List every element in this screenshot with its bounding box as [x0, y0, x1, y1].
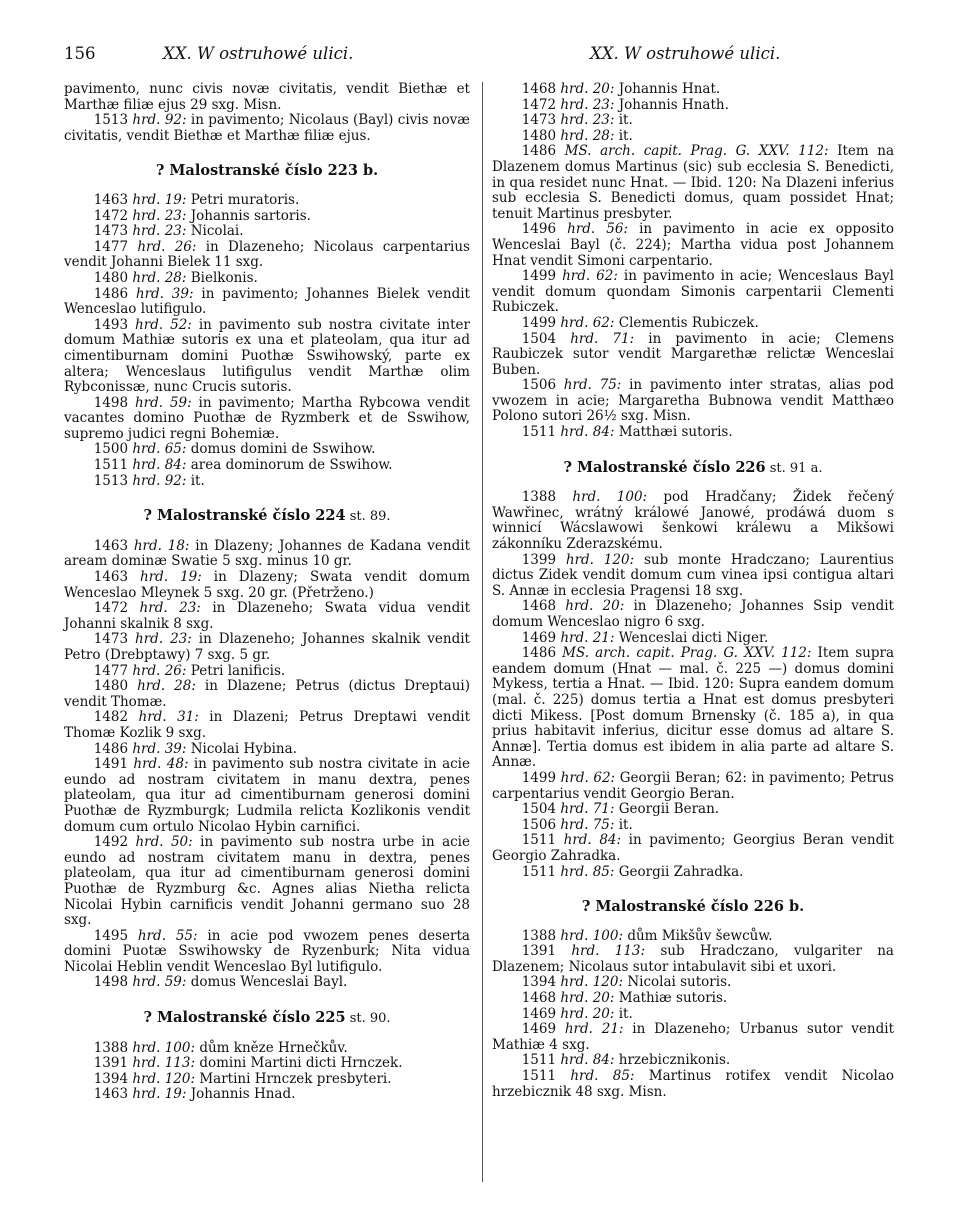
entry-source-ref: hrd. 120: — [565, 551, 635, 568]
record-entry — [492, 975, 894, 991]
entry-text: Matthæi sutoris. — [614, 424, 733, 441]
entry-year: 1511 — [521, 424, 561, 441]
section-heading — [492, 460, 894, 477]
entry-text: in acie pod vwozem penes deserta domini Puotæ Sswihowsky de Ryzenburk; Nita vidua Nicolai Heblin vendit Wenceslao Byl lutifigulo. — [64, 927, 470, 975]
entry-text: it. — [186, 472, 205, 489]
entry-text: in pavimento; Georgius Beran vendit Georgio Zahradka. — [492, 832, 894, 864]
entry-text: domus Wenceslai Bayl. — [186, 974, 348, 991]
entry-year: 1504 — [521, 330, 571, 347]
entry-text: in pavimento; Martha Rybcowa vendit vacantes domino Puothæ de Ryzmberk et de Sswihow, supremo judici regni Bohemiæ. — [64, 394, 470, 442]
record-entry — [492, 1022, 894, 1053]
entry-source-ref: hrd. 71: — [570, 330, 635, 347]
record-entry — [64, 209, 470, 225]
entry-year: 1513 — [93, 112, 133, 129]
section-heading — [64, 508, 470, 525]
entry-year: 1498 — [93, 394, 135, 411]
record-entry — [64, 664, 470, 680]
entry-text: Bielkonis. — [186, 269, 258, 286]
entry-source-ref: hrd. 20: — [560, 990, 615, 1007]
entry-text: it. — [614, 127, 633, 144]
entry-text: in Dlazeni; Petrus Dreptawi vendit Thomæ Kozlik 9 sxg. — [64, 709, 470, 741]
entry-source-ref: hrd. 100: — [560, 927, 624, 944]
record-entry — [492, 631, 894, 647]
record-entry — [64, 835, 470, 929]
entry-text: in pavimento sub nostra civitate inter domum Mathiæ sutoris ex una et plateolam, qua itur ad cimentiburnam domini Puothæ Sswihowský, parte ex altera; Wenceslaus lutifigulus vendit Marthæ olim Rybconissæ, nunc Crucis sutoris. — [64, 316, 470, 396]
entry-year: 1486 — [93, 740, 133, 757]
record-entry — [64, 396, 470, 443]
entry-text: dům kněze Hrnečkův. — [195, 1039, 348, 1056]
entry-text: Martini Hrnczek presbyteri. — [195, 1070, 392, 1087]
record-entry — [492, 1053, 894, 1069]
record-entry — [64, 1041, 470, 1057]
entry-source-ref: hrd. 120: — [132, 1070, 196, 1087]
entry-text: in Dlazeneho; Nicolaus carpentarius vendit Johanni Bielek 11 sxg. — [64, 238, 470, 271]
record-entry — [64, 1056, 470, 1072]
entry-text: it. — [614, 1005, 633, 1022]
record-entry — [492, 802, 894, 818]
record-entry — [492, 144, 894, 222]
record-entry — [64, 757, 470, 835]
entry-source-ref: hrd. 84: — [132, 457, 187, 474]
record-entry — [492, 833, 894, 864]
record-entry — [492, 269, 894, 316]
entry-source-ref: hrd. 85: — [570, 1068, 635, 1085]
entry-year: 1495 — [93, 927, 138, 944]
record-entry — [64, 710, 470, 741]
record-entry — [492, 991, 894, 1007]
entry-text: Item na Dlazenem domus Martinus (sic) sub ecclesia S. Benedicti, in qua residet nunc Hnat. — Ibid. 120: Na Dlazeni inferius sub ecclesia S. Benedicti domus, quam possidet Hnat; tenuit Martinus presbyter. — [492, 143, 895, 222]
record-entry — [64, 539, 470, 570]
entry-text: in Dlazeny; Johannes de Kadana vendit aream dominæ Swatie 5 sxg. minus 10 gr. — [64, 537, 470, 570]
entry-year: 1463 — [93, 191, 133, 208]
section-heading — [64, 1010, 470, 1027]
record-entry — [64, 742, 470, 758]
entry-source-ref: hrd. 62: — [560, 769, 616, 786]
entry-text: in pavimento sub nostra urbe in acie eundo ad nostram civitatem manu in dextra, penes plateolam, qua itur ad cimentiburnam generosi domini Puothæ de Ryzmburg &c. Agnes alias Nietha relicta Nicolai Hybin carnificis vendit Johanni germano suo 28 sxg. — [64, 834, 470, 929]
entry-year: 1463 — [93, 1086, 133, 1103]
record-entry — [64, 601, 470, 632]
entry-year: 1469 — [521, 629, 561, 646]
entry-year: 1486 — [521, 645, 563, 662]
record-entry — [64, 458, 470, 474]
entry-source-ref: hrd. 92: — [132, 112, 187, 129]
entry-text: Nicolai Hybina. — [186, 740, 297, 757]
entry-year: 1486 — [93, 285, 136, 302]
record-entry — [64, 224, 470, 240]
entry-year: 1399 — [521, 551, 566, 568]
record-entry — [492, 771, 894, 802]
entry-year: 1491 — [93, 756, 134, 773]
entry-source-ref: hrd. 21: — [560, 629, 615, 646]
record-entry — [492, 82, 894, 98]
entry-year: 1499 — [521, 268, 563, 285]
entry-source-ref: hrd. 85: — [560, 863, 615, 880]
entry-source-ref: MS. arch. capit. Prag. G. XXV. 112: — [562, 645, 812, 662]
entry-source-ref: hrd. 100: — [132, 1039, 196, 1056]
record-entry — [492, 98, 894, 114]
entry-text: sub Hradczano, vulgariter na Dlazenem; Nicolaus sutor intabulavit sibi et uxori. — [492, 943, 894, 975]
entry-text: in pavimento; Johannes Bielek vendit Wenceslao lutifigulo. — [64, 285, 470, 318]
entry-source-ref: hrd. 48: — [133, 756, 189, 773]
entry-year: 1394 — [93, 1070, 133, 1087]
entry-text: in Dlazene; Petrus (dictus Dreptaui) vendit Thomæ. — [64, 678, 470, 710]
section-heading-text: ? Malostranské číslo 223 b. — [155, 162, 379, 180]
entry-source-ref: hrd. 20: — [560, 1005, 615, 1022]
entry-text: Georgii Zahradka. — [614, 863, 744, 880]
entry-source-ref: hrd. 19: — [140, 569, 202, 586]
entry-year: 1463 — [93, 569, 141, 586]
entry-year: 1511 — [521, 863, 561, 880]
entry-text: domus domini de Sswihow. — [186, 441, 376, 458]
entry-year: 1468 — [521, 81, 561, 97]
section-heading-text: ? Malostranské číslo 226 b. — [581, 898, 805, 916]
entry-text: in Dlazeneho; Johannes skalnik vendit Petro (Drebptawy) 7 sxg. 5 gr. — [64, 631, 470, 663]
entry-year: 1473 — [93, 631, 136, 648]
entry-source-ref: hrd. 62: — [560, 314, 615, 331]
record-entry — [64, 240, 470, 271]
entry-source-ref: hrd. 26: — [132, 662, 187, 679]
entry-source-ref: hrd. 23: — [560, 112, 615, 129]
entry-source-ref: hrd. 18: — [133, 537, 190, 554]
record-entry — [492, 129, 894, 145]
section-heading — [64, 163, 470, 179]
entry-text: in pavimento sub nostra civitate in acie eundo ad nostram civitatem in manu dextra, penes plateolam, qua itur ad cimentiburnam generosi domini Puothæ de Ryzmburgk; Ludmila relicta Kozlikonis vendit domum cum ortulo Nicolao Hybin carnifici. — [64, 756, 470, 835]
entry-year: 1500 — [93, 441, 133, 458]
record-entry — [64, 1087, 470, 1103]
record-entry — [492, 378, 894, 425]
entry-year: 1506 — [521, 816, 561, 833]
entry-year: 1504 — [521, 801, 561, 818]
record-entry — [492, 599, 894, 630]
entry-source-ref: hrd. 71: — [560, 801, 615, 818]
entry-text: pod Hradčany; Židek řečený Wawřinec, wrátný králowé Janowé, prodáwá duom s winnicí Wácslawowi šenkowi králewu a Mikšowi zákonníku Zderazskému. — [492, 489, 894, 553]
entry-text: in Dlazeneho; Swata vidua vendit Johanni skalnik 8 sxg. — [64, 600, 470, 632]
entry-year: 1511 — [521, 1052, 561, 1069]
entry-source-ref: hrd. 23: — [135, 631, 192, 648]
entry-year: 1394 — [521, 974, 561, 991]
record-entry — [64, 1072, 470, 1088]
record-entry — [64, 271, 470, 287]
running-head-left: XX. W ostruhowé ulici. — [163, 44, 354, 63]
entry-source-ref: hrd. 23: — [132, 207, 187, 224]
entry-year: 1511 — [521, 1068, 571, 1085]
entry-text: Wenceslai dicti Niger. — [614, 629, 769, 646]
entry-year: 1493 — [93, 316, 136, 333]
entry-source-ref: hrd. 75: — [560, 816, 615, 833]
running-head-right: XX. W ostruhowé ulici. — [590, 44, 781, 63]
record-entry — [64, 632, 470, 663]
entry-text: in pavimento in acie; Wenceslaus Bayl vendit domum quondam Simonis carpentarii Clementi Rubiczek. — [492, 268, 894, 316]
entry-year: 1496 — [521, 221, 568, 238]
record-entry — [64, 287, 470, 318]
entry-year: 1388 — [521, 927, 561, 944]
entry-text: sub monte Hradczano; Laurentius dictus Zidek vendit domum cum vinea ipsi contigua altari S. Annæ in ecclesia Pragensi 18 sxg. — [492, 551, 894, 599]
entry-year: 1469 — [521, 1021, 565, 1038]
entry-source-ref: hrd. 28: — [560, 127, 615, 144]
section-heading-text: ? Malostranské číslo 226 — [563, 458, 766, 476]
entry-source-ref: hrd. 28: — [132, 269, 187, 286]
entry-source-ref: hrd. 84: — [560, 1052, 615, 1069]
entry-year: 1482 — [93, 709, 139, 726]
entry-source-ref: hrd. 84: — [563, 832, 622, 849]
record-entry — [64, 113, 470, 144]
entry-source-ref: hrd. 31: — [138, 709, 199, 726]
entry-source-ref: hrd. 20: — [565, 598, 625, 615]
record-entry — [492, 646, 894, 771]
entry-year: 1472 — [93, 207, 133, 224]
record-entry — [492, 818, 894, 834]
entry-text: Johannis Hnat. — [614, 81, 721, 97]
entry-year: 1391 — [521, 943, 572, 960]
entry-text: area dominorum de Sswihow. — [186, 457, 393, 474]
entry-source-ref: hrd. 52: — [135, 316, 192, 333]
entry-source-ref: hrd. 21: — [564, 1021, 624, 1038]
record-entry — [64, 570, 470, 601]
entry-source-ref: hrd. 19: — [132, 191, 187, 208]
entry-year: 1391 — [93, 1055, 133, 1072]
entry-text: Petri muratoris. — [186, 191, 300, 208]
entry-source-ref: hrd. 59: — [134, 394, 192, 411]
entry-year: 1469 — [521, 1005, 561, 1022]
entry-text: in pavimento inter stratas, alias pod vwozem in acie; Margaretha Bubnowa vendit Matthæo Polono sutori 26½ sxg. Misn. — [492, 377, 894, 425]
record-entry — [64, 318, 470, 396]
entry-text: hrzebicznikonis. — [614, 1052, 731, 1069]
record-entry — [492, 1007, 894, 1023]
entry-source-ref: hrd. 20: — [560, 81, 615, 97]
entry-source-ref: hrd. 113: — [132, 1055, 196, 1072]
entry-source-ref: hrd. 55: — [137, 927, 198, 944]
record-entry — [64, 474, 470, 490]
entry-source-ref: hrd. 23: — [139, 600, 201, 617]
entry-year: 1480 — [93, 269, 133, 286]
page-number: 156 — [64, 44, 96, 63]
entry-text: it. — [614, 816, 633, 833]
entry-year: 1473 — [521, 112, 561, 129]
entry-year: 1499 — [521, 769, 561, 786]
entry-source-ref: hrd. 39: — [132, 740, 187, 757]
entry-year: 1468 — [521, 598, 566, 615]
entry-source-ref: hrd. 59: — [132, 974, 187, 991]
entry-year: 1480 — [93, 678, 138, 695]
entry-year: 1468 — [521, 990, 561, 1007]
entry-year: 1477 — [93, 238, 138, 255]
entry-year: 1492 — [93, 834, 136, 851]
entry-source-ref: hrd. 65: — [132, 441, 187, 458]
section-heading-suffix: st. 91 a. — [765, 460, 823, 476]
entry-source-ref: hrd. 100: — [572, 489, 648, 506]
entry-year: 1498 — [93, 974, 133, 991]
section-heading-text: ? Malostranské číslo 224 — [143, 507, 346, 525]
left-column — [64, 82, 470, 1103]
record-entry — [492, 425, 894, 441]
record-entry — [492, 490, 894, 552]
entry-text: in pavimento; Nicolaus (Bayl) civis novæ civitatis, vendit Biethæ et Marthæ filiæ ejus. — [64, 112, 470, 144]
entry-text: Petri lanificis. — [186, 662, 286, 679]
entry-year: 1506 — [521, 377, 564, 394]
entry-year: 1511 — [521, 832, 564, 849]
section-heading-suffix: st. 90. — [345, 1011, 391, 1027]
entry-source-ref: hrd. 84: — [560, 424, 615, 441]
entry-source-ref: MS. arch. capit. Prag. G. XXV. 112: — [564, 143, 829, 160]
entry-source-ref: hrd. 23: — [560, 96, 615, 113]
entry-year: 1486 — [521, 143, 565, 160]
entry-year: 1499 — [521, 314, 561, 331]
record-entry — [64, 975, 470, 991]
record-entry — [64, 679, 470, 710]
record-entry — [64, 193, 470, 209]
entry-source-ref: hrd. 50: — [135, 834, 193, 851]
column-rule — [482, 82, 483, 1182]
entry-text: Martinus rotifex vendit Nicolao hrzebicznik 48 sxg. Misn. — [492, 1068, 894, 1100]
entry-text: Item supra eandem domum (Hnat — mal. č. 225 —) domus domini Mykess, tertia a Hnat. — Ibid. 120: Supra eandem domum (mal. č. 225) domus tertia a Hnat est domus presbyteri dicti Mikess. [Post domum Brnensky (č. 185 a), in qua prius habitavit inferius, dicitur esse domus ad altare S. Annæ]. Tertia domus est ibidem in alia parte ad altare S. Annæ. — [492, 645, 894, 771]
right-column — [492, 82, 894, 1100]
entry-year: 1472 — [521, 96, 561, 113]
entry-source-ref: hrd. 19: — [132, 1086, 187, 1103]
record-entry — [64, 82, 470, 113]
entry-text: Johannis Hnath. — [614, 96, 729, 113]
record-entry — [492, 222, 894, 269]
entry-text: Clementis Rubiczek. — [614, 314, 759, 331]
entry-text: Georgii Beran; 62: in pavimento; Petrus carpentarius vendit Georgio Beran. — [492, 769, 894, 802]
entry-text: in Dlazeny; Swata vendit domum Wenceslao Mleynek 5 sxg. 20 gr. (Přetrženo.) — [64, 569, 470, 601]
section-heading-suffix: st. 89. — [345, 509, 391, 525]
record-entry — [492, 553, 894, 600]
entry-text: in Dlazeneho; Johannes Ssip vendit domum Wenceslao nigro 6 sxg. — [492, 598, 894, 630]
entry-year: 1463 — [93, 537, 134, 554]
entry-text: Johannis sartoris. — [186, 207, 311, 224]
entry-text: it. — [614, 112, 633, 129]
entry-source-ref: hrd. 26: — [137, 238, 197, 255]
entry-year: 1477 — [93, 662, 133, 679]
entry-source-ref: hrd. 56: — [567, 221, 629, 238]
record-entry — [492, 113, 894, 129]
entry-text: in pavimento in acie; Clemens Raubiczek sutor vendit Margarethæ relictæ Wenceslai Buben. — [492, 330, 895, 378]
entry-year: 1513 — [93, 472, 133, 489]
entry-text: in Dlazeneho; Urbanus sutor vendit Mathiæ 4 sxg. — [492, 1021, 894, 1053]
entry-source-ref: hrd. 120: — [560, 974, 624, 991]
entry-year: 1511 — [93, 457, 133, 474]
record-entry — [492, 929, 894, 945]
record-entry — [492, 944, 894, 975]
entry-year: 1480 — [521, 127, 561, 144]
record-entry — [492, 1069, 894, 1100]
entry-source-ref: hrd. 28: — [137, 678, 196, 695]
record-entry — [492, 316, 894, 332]
entry-text: pavimento, nunc civis novæ civitatis, vendit Biethæ et Marthæ filiæ ejus 29 sxg. Misn. — [64, 81, 470, 113]
entry-source-ref: hrd. 23: — [132, 223, 187, 240]
entry-source-ref: hrd. 39: — [135, 285, 194, 302]
entry-source-ref: hrd. 92: — [132, 472, 187, 489]
section-heading — [492, 899, 894, 915]
entry-text: in pavimento in acie ex opposito Wenceslai Bayl (č. 224); Martha vidua post Johannem Hnat vendit Simoni carpentario. — [492, 221, 894, 269]
entry-year: 1388 — [521, 489, 573, 506]
entry-year: 1388 — [93, 1039, 133, 1056]
entry-text: Nicolai. — [186, 223, 244, 240]
entry-source-ref: hrd. 62: — [562, 268, 618, 285]
record-entry — [492, 332, 894, 379]
entry-text: Mathiæ sutoris. — [614, 990, 728, 1007]
record-entry — [492, 865, 894, 881]
entry-text: Nicolai sutoris. — [623, 974, 732, 991]
entry-text: Johannis Hnad. — [186, 1086, 296, 1103]
entry-text: Georgii Beran. — [614, 801, 720, 818]
section-heading-text: ? Malostranské číslo 225 — [143, 1009, 346, 1027]
entry-text: domini Martini dicti Hrnczek. — [195, 1055, 403, 1072]
entry-year: 1472 — [93, 600, 140, 617]
record-entry — [64, 442, 470, 458]
entry-source-ref: hrd. 75: — [563, 377, 622, 394]
entry-year: 1473 — [93, 223, 133, 240]
entry-source-ref: hrd. 113: — [571, 943, 646, 960]
record-entry — [64, 929, 470, 976]
entry-text: dům Mikšův šewcůw. — [623, 927, 773, 944]
